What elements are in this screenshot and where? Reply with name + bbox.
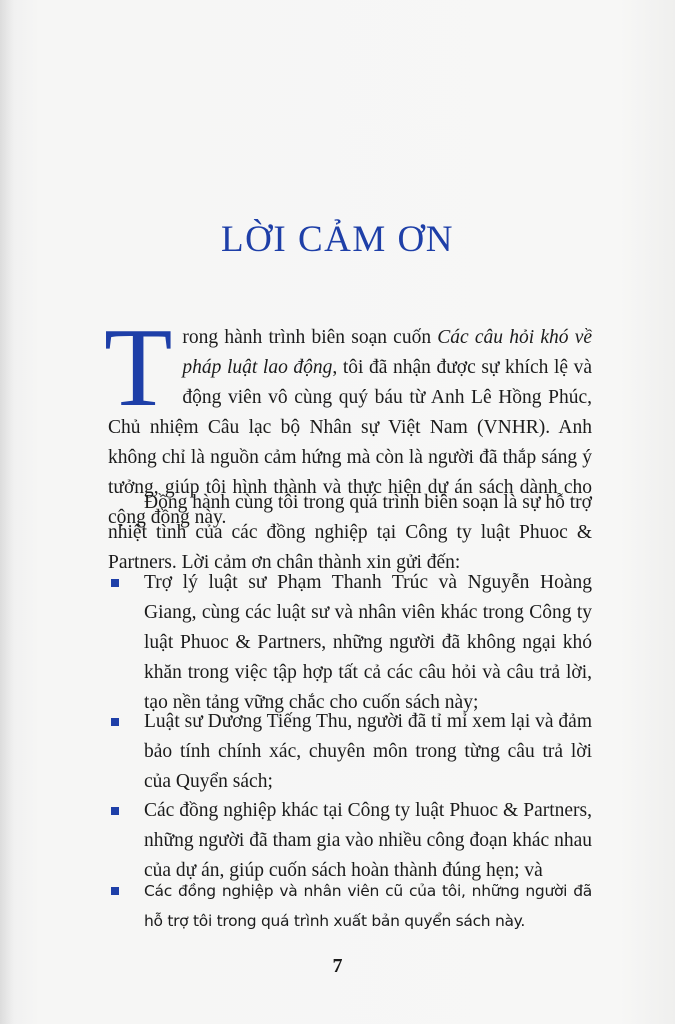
intro-paragraph-opening: rong hành trình biên soạn cuốn [182, 327, 438, 348]
collaborators-paragraph: Đồng hành cùng tôi trong quá trình biên soạn là sự hỗ trợ nhiệt tình của các đồng nghiệp tại Công ty luật Phuoc & Partners. Lời cảm ơn chân thành xin gửi đến: [108, 492, 592, 573]
page-number: 7 [332, 955, 343, 977]
square-bullet-icon [111, 807, 119, 815]
list-item [108, 568, 592, 718]
list-item [108, 796, 592, 886]
intro-paragraph-rest: , tôi đã nhận được sự khích lệ và động viên vô cùng quý báu từ Anh Lê Hồng Phúc, Chủ nhiệm Câu lạc bộ Nhân sự Việt Nam (VNHR). Anh không chỉ là nguồn cảm hứng mà còn là người đã thắp sáng ý tưởng, giúp tôi hình thành và thực hiện dự án sách dành cho cộng đồng này. [108, 357, 592, 528]
list-item-text: Các đồng nghiệp và nhân viên cũ của tôi, những người đã hỗ trợ tôi trong quá trình xuất bản quyển sách này. [144, 882, 592, 930]
list-item-text: Trợ lý luật sư Phạm Thanh Trúc và Nguyễn Hoàng Giang, cùng các luật sư và nhân viên khác trong Công ty luật Phuoc & Partners, những người đã không ngại khó khăn trong việc tập hợp tất cả các câu hỏi và câu trả lời, tạo nền tảng vững chắc cho cuốn sách này; [144, 572, 592, 713]
book-title-italic: Các câu hỏi khó về pháp luật lao động [182, 327, 592, 378]
list-item [108, 876, 592, 936]
list-item [108, 707, 592, 797]
square-bullet-icon [111, 579, 119, 587]
list-item-text: Các đồng nghiệp khác tại Công ty luật Phuoc & Partners, những người đã tham gia vào nhiều công đoạn khác nhau của dự án, giúp cuốn sách hoàn thành đúng hẹn; và [144, 800, 592, 881]
page-title: LỜI CẢM ƠN [221, 219, 454, 260]
drop-cap-letter: T [104, 306, 173, 430]
list-item-text: Luật sư Dương Tiếng Thu, người đã tỉ mỉ xem lại và đảm bảo tính chính xác, chuyên môn trong từng câu trả lời của Quyển sách; [144, 711, 592, 792]
square-bullet-icon [111, 718, 119, 726]
square-bullet-icon [111, 887, 119, 895]
